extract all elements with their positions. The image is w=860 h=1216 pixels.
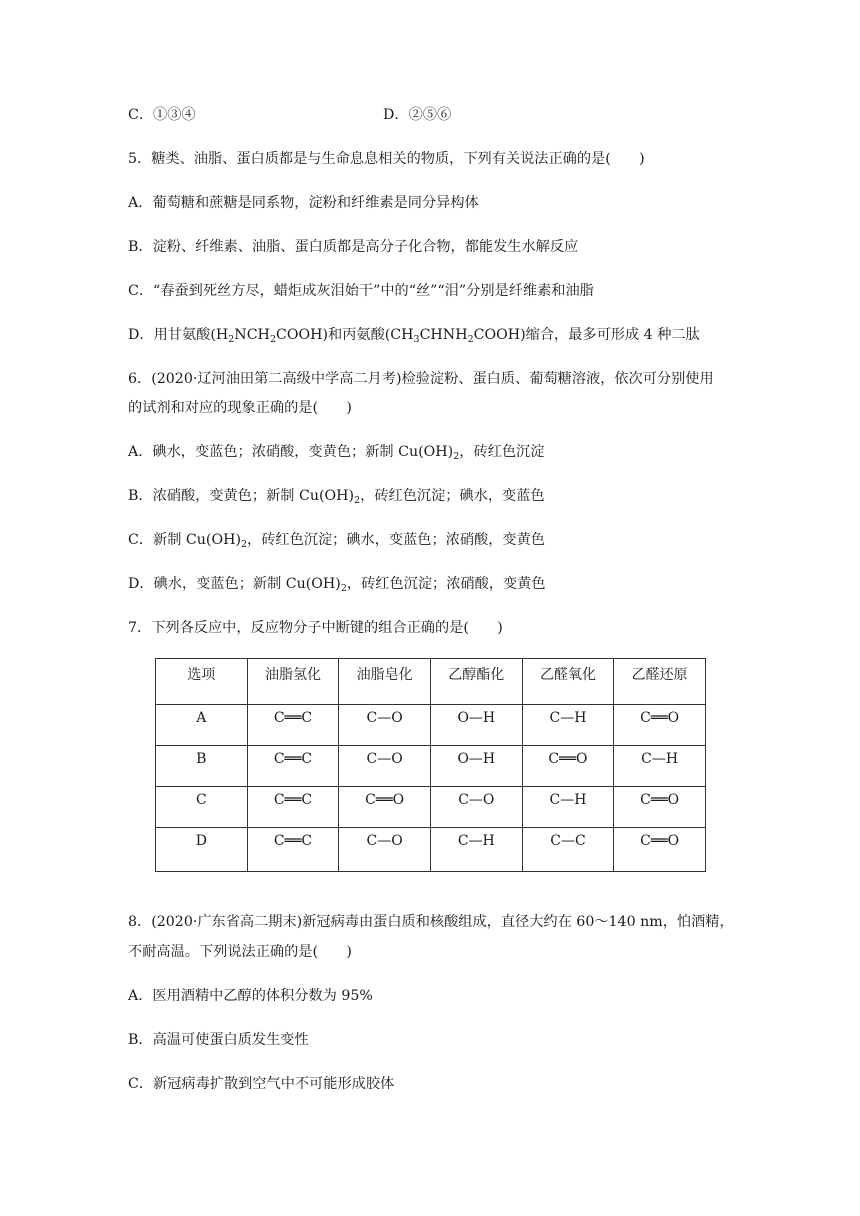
table-cell: C—O xyxy=(339,705,431,746)
header-cell: 乙醛还原 xyxy=(614,659,706,705)
table-cell: C══O xyxy=(614,705,706,746)
table-cell: C══O xyxy=(614,787,706,828)
q6-stem-line2: 的试剂和对应的现象正确的是( ) xyxy=(128,400,352,416)
bond-table-header-row xyxy=(156,659,706,705)
table-cell: C—O xyxy=(430,787,522,828)
q4-options-row xyxy=(128,105,452,125)
table-row xyxy=(156,746,706,787)
table-cell: C—H xyxy=(614,746,706,787)
q5-option-a: A．葡萄糖和蔗糖是同系物，淀粉和纤维素是同分异构体 xyxy=(128,195,479,211)
q5-option-d: D．用甘氨酸$(H_2NCH_2COOH)$和丙氨酸$(CH_3CHNH_2COOH)$缩合，最多可形成 4 种二肽 xyxy=(128,327,700,345)
table-cell: C══O xyxy=(522,746,614,787)
table-cell: C══C xyxy=(247,705,339,746)
table-cell: C══O xyxy=(614,828,706,872)
header-cell: 油脂皂化 xyxy=(339,659,431,705)
table-cell: C xyxy=(156,787,248,828)
header-cell: 乙醛氧化 xyxy=(522,659,614,705)
table-cell: C══C xyxy=(247,746,339,787)
q6-option-d: D．碘水，变蓝色；新制 $Cu(OH)_2$，砖红色沉淀；浓硝酸，变黄色 xyxy=(128,576,546,594)
q8-stem-line1: 8．(2020·广东省高二期末)新冠病毒由蛋白质和核酸组成，直径大约在 60～140 nm，怕酒精， xyxy=(128,914,734,930)
q8-option-c: C．新冠病毒扩散到空气中不可能形成胶体 xyxy=(128,1076,395,1092)
table-cell: O—H xyxy=(430,705,522,746)
q8-option-b: B．高温可使蛋白质发生变性 xyxy=(128,1032,309,1048)
table-cell: A xyxy=(156,705,248,746)
header-cell: 乙醇酯化 xyxy=(430,659,522,705)
q8-option-a: A．医用酒精中乙醇的体积分数为 95% xyxy=(128,988,373,1004)
q5-stem: 5．糖类、油脂、蛋白质都是与生命息息相关的物质，下列有关说法正确的是( ) xyxy=(128,151,645,167)
table-cell: B xyxy=(156,746,248,787)
q8-stem-line2: 不耐高温。下列说法正确的是( ) xyxy=(128,944,352,960)
table-cell: C══O xyxy=(339,787,431,828)
table-cell: C—C xyxy=(522,828,614,872)
table-cell: C══C xyxy=(247,828,339,872)
header-cell: 油脂氢化 xyxy=(247,659,339,705)
q7-stem: 7．下列各反应中，反应物分子中断键的组合正确的是( ) xyxy=(128,620,503,636)
table-row xyxy=(156,787,706,828)
table-row xyxy=(156,705,706,746)
bond-table xyxy=(155,658,706,872)
table-cell: C—H xyxy=(522,705,614,746)
table-cell: C—O xyxy=(339,746,431,787)
q6-option-c: C．新制 $Cu(OH)_2$，砖红色沉淀；碘水，变蓝色；浓硝酸，变黄色 xyxy=(128,532,545,550)
q6-option-b: B．浓硝酸，变黄色；新制 $Cu(OH)_2$，砖红色沉淀；碘水，变蓝色 xyxy=(128,488,545,506)
table-cell: D xyxy=(156,828,248,872)
table-cell: C—O xyxy=(339,828,431,872)
q5-option-b: B．淀粉、纤维素、油脂、蛋白质都是高分子化合物，都能发生水解反应 xyxy=(128,239,579,255)
q4-option-c: C．①③④ xyxy=(128,107,196,123)
header-cell: 选项 xyxy=(156,659,248,705)
q4-option-d: D．②⑤⑥ xyxy=(383,107,452,123)
table-cell: C—H xyxy=(430,828,522,872)
q6-option-a: A．碘水，变蓝色；浓硝酸，变黄色；新制 $Cu(OH)_2$，砖红色沉淀 xyxy=(128,444,545,462)
q6-stem-line1: 6．(2020·辽河油田第二高级中学高二月考)检验淀粉、蛋白质、葡萄糖溶液，依次可分别使用 xyxy=(128,371,714,387)
q5-option-c: C．“春蚕到死丝方尽，蜡炬成灰泪始干”中的“丝”“泪”分别是纤维素和油脂 xyxy=(128,283,594,299)
table-cell: C══C xyxy=(247,787,339,828)
table-row xyxy=(156,828,706,872)
table-cell: O—H xyxy=(430,746,522,787)
table-cell: C—H xyxy=(522,787,614,828)
